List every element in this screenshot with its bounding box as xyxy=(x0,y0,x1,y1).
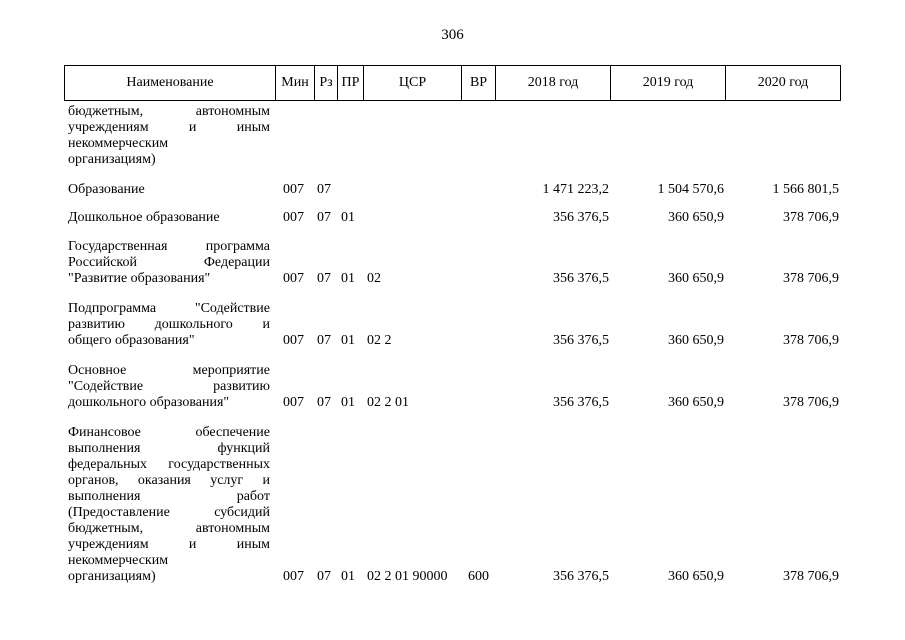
row-name-line: бюджетным, автономным xyxy=(68,521,270,536)
row-cell-v2020: 1 566 801,5 xyxy=(772,182,839,197)
row-cell-rz: 07 xyxy=(317,271,331,286)
row-name xyxy=(68,363,270,411)
row-cell-v2018: 356 376,5 xyxy=(553,271,609,286)
header-vr: ВР xyxy=(462,66,496,101)
row-name-line: выполнения работ xyxy=(68,489,270,504)
row-cell-v2019: 1 504 570,6 xyxy=(657,182,724,197)
row-name xyxy=(68,104,270,168)
row-name-line: Основное мероприятие xyxy=(68,363,270,378)
row-cell-csr: 02 xyxy=(367,271,381,286)
header-2019: 2019 год xyxy=(611,66,726,101)
row-cell-v2018: 356 376,5 xyxy=(553,569,609,584)
row-cell-v2018: 356 376,5 xyxy=(553,395,609,410)
row-cell-vr: 600 xyxy=(468,569,489,584)
row-name-line: федеральных государственных xyxy=(68,457,270,472)
row-name-line: бюджетным, автономным xyxy=(68,104,270,119)
row-cell-min: 007 xyxy=(283,182,304,197)
row-name-line: некоммерческим xyxy=(68,136,169,151)
row-name-line: Государственная программа xyxy=(68,239,270,254)
row-name-line: Образование xyxy=(68,182,145,197)
header-pr: ПР xyxy=(338,66,364,101)
header-2020: 2020 год xyxy=(726,66,841,101)
row-cell-min: 007 xyxy=(283,210,304,225)
row-name-line: организациям) xyxy=(68,569,156,584)
header-2018: 2018 год xyxy=(496,66,611,101)
row-name-line: Российской Федерации xyxy=(68,255,270,270)
row-cell-v2020: 378 706,9 xyxy=(783,271,839,286)
row-cell-v2020: 378 706,9 xyxy=(783,569,839,584)
row-cell-v2018: 356 376,5 xyxy=(553,210,609,225)
row-cell-v2018: 1 471 223,2 xyxy=(542,182,609,197)
header-name: Наименование xyxy=(65,66,276,101)
row-name xyxy=(68,301,270,349)
row-name-line: Подпрограмма "Содействие xyxy=(68,301,270,316)
row-cell-v2019: 360 650,9 xyxy=(668,395,724,410)
row-name-line: органов, оказания услуг и xyxy=(68,473,270,488)
row-name-line: (Предоставление субсидий xyxy=(68,505,270,520)
row-name-line: некоммерческим xyxy=(68,553,169,568)
row-cell-rz: 07 xyxy=(317,182,331,197)
row-name-line: Финансовое обеспечение xyxy=(68,425,270,440)
row-cell-rz: 07 xyxy=(317,395,331,410)
row-cell-pr: 01 xyxy=(341,333,355,348)
row-name-line: организациям) xyxy=(68,152,156,167)
row-cell-rz: 07 xyxy=(317,569,331,584)
row-name-line: развитию дошкольного и xyxy=(68,317,270,332)
header-min: Мин xyxy=(276,66,315,101)
row-cell-v2020: 378 706,9 xyxy=(783,210,839,225)
row-cell-v2020: 378 706,9 xyxy=(783,333,839,348)
row-name-line: "Развитие образования" xyxy=(68,271,211,286)
row-cell-v2020: 378 706,9 xyxy=(783,395,839,410)
row-name-line: Дошкольное образование xyxy=(68,210,220,225)
row-name-line: выполнения функций xyxy=(68,441,270,456)
row-cell-v2019: 360 650,9 xyxy=(668,210,724,225)
row-name xyxy=(68,182,270,198)
row-cell-min: 007 xyxy=(283,569,304,584)
row-name-line: учреждениям и иным xyxy=(68,537,270,552)
header-csr: ЦСР xyxy=(364,66,462,101)
row-name xyxy=(68,425,270,585)
page-number: 306 xyxy=(441,27,464,43)
row-cell-v2019: 360 650,9 xyxy=(668,271,724,286)
row-name xyxy=(68,239,270,287)
row-cell-rz: 07 xyxy=(317,210,331,225)
row-name-line: учреждениям и иным xyxy=(68,120,270,135)
row-name-line: "Содействие развитию xyxy=(68,379,270,394)
row-cell-v2018: 356 376,5 xyxy=(553,333,609,348)
row-name-line: дошкольного образования" xyxy=(68,395,230,410)
row-cell-min: 007 xyxy=(283,395,304,410)
row-cell-v2019: 360 650,9 xyxy=(668,569,724,584)
row-cell-min: 007 xyxy=(283,271,304,286)
header-rz: Рз xyxy=(315,66,338,101)
row-cell-v2019: 360 650,9 xyxy=(668,333,724,348)
row-cell-pr: 01 xyxy=(341,569,355,584)
row-cell-pr: 01 xyxy=(341,271,355,286)
row-cell-rz: 07 xyxy=(317,333,331,348)
row-cell-pr: 01 xyxy=(341,210,355,225)
row-cell-csr: 02 2 01 xyxy=(367,395,409,410)
row-cell-min: 007 xyxy=(283,333,304,348)
row-name xyxy=(68,210,270,226)
row-cell-pr: 01 xyxy=(341,395,355,410)
row-cell-csr: 02 2 01 90000 xyxy=(367,569,448,584)
row-name-line: общего образования" xyxy=(68,333,195,348)
row-cell-csr: 02 2 xyxy=(367,333,392,348)
